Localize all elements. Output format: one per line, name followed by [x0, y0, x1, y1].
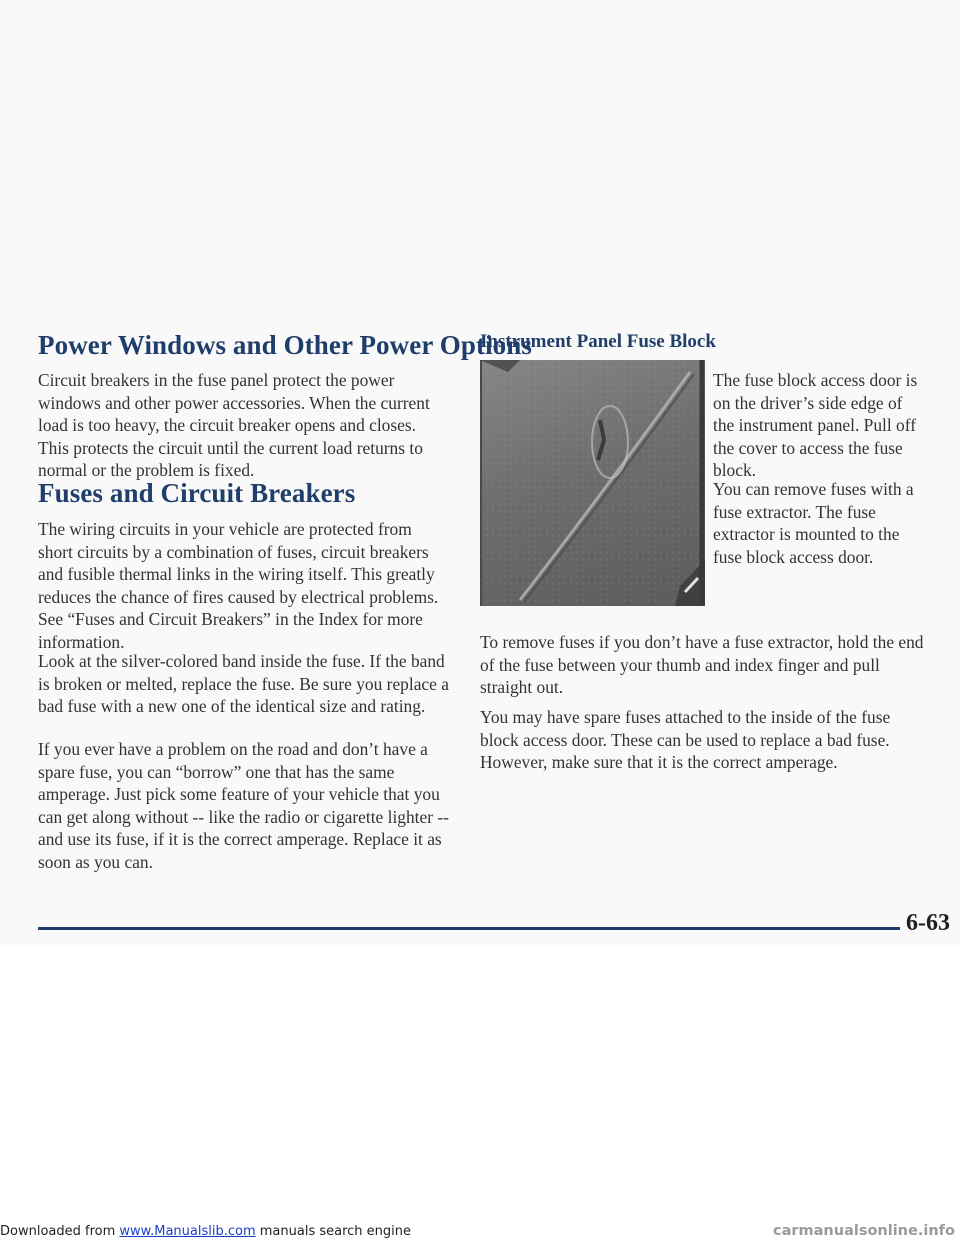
- paragraph-spare-fuses: You may have spare fuses attached to the inside of the fuse block access door. These can be used to replace a bad fuse. However, make sure that it is the correct amperage.: [480, 707, 891, 772]
- heading-instrument-panel-fuse-block: Instrument Panel Fuse Block: [480, 331, 716, 352]
- manualslib-link[interactable]: www.Manualslib.com: [119, 1224, 256, 1239]
- paragraph-silver-band: Look at the silver-colored band inside the fuse. If the band is broken or melted, replace the fuse. Be sure you replace a bad fuse with a new one of the identical size and rating.: [38, 651, 449, 716]
- paragraph-fuse-access-door: The fuse block access door is on the driver’s side edge of the instrument panel. Pull off the cover to access the fuse block.: [713, 370, 918, 480]
- paragraph-remove-fuses: To remove fuses if you don’t have a fuse extractor, hold the end of the fuse between your thumb and index finger and pull straight out.: [480, 632, 924, 697]
- paragraph-fuses-intro: The wiring circuits in your vehicle are protected from short circuits by a combination of fuses, circuit breakers and fusible thermal links in the wiring itself. This greatly reduces the chance of fires caused by electrical problems. See “Fuses and Circuit Breakers” in the Index for more information.: [38, 519, 439, 652]
- heading-fuses-circuit-breakers: Fuses and Circuit Breakers: [38, 478, 356, 508]
- fuse-block-photo: [480, 360, 705, 606]
- fuse-block-photo-drawing: [480, 360, 705, 606]
- page-number: 6-63: [906, 910, 950, 936]
- watermark-logo: carmanualsonline.info: [773, 1223, 955, 1239]
- footer-rule: [38, 927, 900, 930]
- footer-prefix: Downloaded from: [0, 1224, 120, 1239]
- heading-power-windows: Power Windows and Other Power Options: [38, 330, 533, 360]
- paragraph-borrow-fuse: If you ever have a problem on the road and don’t have a spare fuse, you can “borrow” one that has the same amperage. Just pick some feature of your vehicle that you can get along without -- like the radio or cigarette lighter -- and use its fuse, if it is the correct amperage. Replace it as soon as you can.: [38, 739, 449, 872]
- footer-suffix: manuals search engine: [255, 1224, 412, 1239]
- paragraph-power-windows: Circuit breakers in the fuse panel protect the power windows and other power accessories. When the current load is too heavy, the circuit breaker opens and closes. This protects the circuit until the current load returns to normal or the problem is fixed.: [38, 370, 430, 480]
- paragraph-fuse-extractor: You can remove fuses with a fuse extractor. The fuse extractor is mounted to the fuse block access door.: [713, 479, 914, 567]
